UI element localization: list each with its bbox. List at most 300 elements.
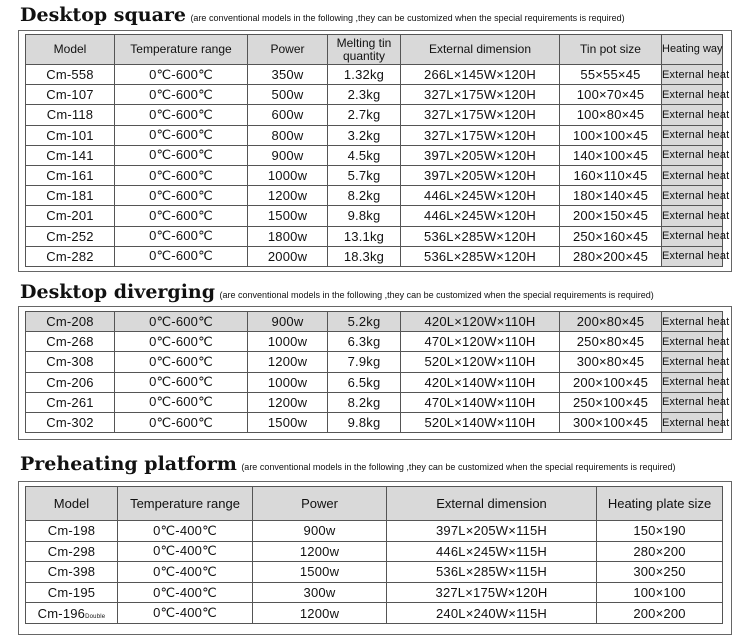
cell-value: Cm-141 [46,147,94,163]
cell-value: 250×100×45 [572,394,649,410]
table-cell [26,412,115,432]
table-cell [401,165,560,185]
header-power: Power [253,487,387,521]
table-cell [115,312,248,332]
table-cell [560,85,662,105]
table-cell [248,125,328,145]
header-temperature-range: Temperature range [118,487,253,521]
table-cell [26,352,115,372]
table-cell [253,582,387,603]
table-cell [248,206,328,226]
cell-value: 0℃-400℃ [153,543,217,559]
header-external-dimension: External dimension [387,487,597,521]
cell-value: 420L×140W×110H [424,374,536,390]
table-cell [26,521,118,542]
table-cell [328,105,401,125]
table-cell [387,603,597,624]
table-cell [253,521,387,542]
cell-value: 300×250 [633,564,686,580]
table-cell [115,392,248,412]
table-row [26,145,723,165]
table-cell [328,392,401,412]
cell-value: 1200w [299,543,340,559]
table-cell [248,372,328,392]
table-cell [560,392,662,412]
cell-value: 1000w [267,374,308,390]
table-cell [401,412,560,432]
table-row [26,521,723,542]
table-cell [328,372,401,392]
table-cell [26,332,115,352]
cell-value: Cm-118 [46,107,94,123]
table-cell [401,145,560,165]
cell-value: 1500w [299,564,340,580]
cell-value: 8.2kg [347,394,381,410]
cell-value: 300w [303,585,336,601]
section-heading: Desktop square [20,4,186,26]
section-title-desktop-square [20,4,625,26]
cell-value: Cm-181 [46,188,94,204]
table-cell [26,105,115,125]
cell-value: Cm-398 [47,564,96,580]
table-cell [597,562,723,583]
table-cell [248,145,328,165]
desktop-diverging-table [25,311,730,433]
table-cell [248,412,328,432]
cell-value: 280×200 [633,543,686,559]
table-cell [597,521,723,542]
table-cell [662,105,730,125]
section-title-desktop-diverging [20,281,654,303]
cell-value: 2000w [267,248,308,264]
cell-value: 5.7kg [347,168,381,184]
cell-value: Cm-161 [46,168,94,184]
cell-value: 6.5kg [347,374,381,390]
cell-value: 280×200×45 [572,248,649,264]
cell-value: 520L×140W×110H [424,415,536,431]
cell-value: 2.3kg [347,87,381,103]
table-cell [328,165,401,185]
table-cell [560,206,662,226]
table-cell [401,206,560,226]
cell-value: Cm-558 [46,67,94,83]
cell-value: Cm-196 [37,605,86,621]
table-cell [560,125,662,145]
table-cell [115,125,248,145]
table-cell [248,186,328,206]
header-model: Model [26,487,118,521]
table-header-row [26,35,723,65]
table-cell [328,412,401,432]
table-cell [387,521,597,542]
table-cell [248,246,328,266]
table-cell [26,186,115,206]
table-cell [26,392,115,412]
table-cell [662,332,730,352]
table-cell [662,226,730,246]
table-cell [328,65,401,85]
cell-value: 900w [271,314,304,330]
table-row [26,541,723,562]
table-cell [328,145,401,165]
table-cell [597,541,723,562]
header-external-dimension: External dimension [401,35,560,65]
cell-value: External heat [662,416,730,429]
cell-value: 900w [271,147,304,163]
cell-value: 300×80×45 [576,354,645,370]
cell-value: Cm-308 [46,354,94,370]
cell-value: 1000w [267,334,308,350]
cell-value: 266L×145W×120H [424,67,536,83]
cell-value: 0℃-600℃ [149,228,213,244]
section-title-preheating-platform [20,453,676,475]
table-header-row [26,487,723,521]
table-cell [248,332,328,352]
cell-value: 150×190 [633,523,686,539]
table-cell [560,65,662,85]
table-cell [401,125,560,145]
cell-value: 100×70×45 [576,87,645,103]
cell-value: 350w [271,67,304,83]
table-cell [401,226,560,246]
cell-value: External heat [662,129,730,142]
cell-value: 100×100 [633,585,686,601]
cell-value: External heat [662,68,730,81]
cell-value: 200×100×45 [572,374,649,390]
table-cell [560,312,662,332]
table-cell [401,105,560,125]
table-cell [26,65,115,85]
cell-value: Cm-101 [46,127,94,143]
cell-value: Cm-261 [46,394,94,410]
cell-value: 140×100×45 [572,147,649,163]
header-power: Power [248,35,328,65]
table-cell [115,332,248,352]
table-cell [328,226,401,246]
table-cell [387,562,597,583]
table-cell [26,226,115,246]
table-cell [662,145,730,165]
header-melting-tin-quantity: Melting tin quantity [328,35,401,65]
cell-value: 0℃-400℃ [153,563,217,579]
cell-value: 0℃-600℃ [149,147,213,163]
cell-value: Cm-208 [46,314,94,330]
table-cell [118,582,253,603]
table-cell [115,226,248,246]
section-note: (are conventional models in the following ,they can be customized when the special requirements is required) [219,290,654,300]
table-cell [248,226,328,246]
table-cell [387,582,597,603]
table-cell [401,392,560,412]
cell-value: 900w [303,523,336,539]
cell-value: 4.5kg [347,147,381,163]
table-cell [115,145,248,165]
cell-value: 0℃-600℃ [149,414,213,430]
cell-value: 446L×245W×120H [424,208,536,224]
table-cell [560,352,662,372]
cell-value: 446L×245W×120H [424,188,536,204]
table-row [26,226,723,246]
table-cell [26,372,115,392]
header-model: Model [26,35,115,65]
table-cell [248,352,328,372]
cell-value: 300×100×45 [572,415,649,431]
cell-value: 250×160×45 [572,228,649,244]
cell-value: External heat [662,169,730,182]
cell-value: External heat [662,335,730,348]
table-cell [662,65,730,85]
cell-value: 327L×175W×120H [424,87,536,103]
cell-value: 0℃-600℃ [149,127,213,143]
cell-value: Cm-195 [47,585,96,601]
table-cell [401,372,560,392]
table-cell [401,312,560,332]
cell-value: External heat [662,315,730,328]
table-row [26,372,723,392]
cell-value: 1500w [267,208,308,224]
table-cell [662,206,730,226]
cell-value: 200×150×45 [572,208,649,224]
table-cell [401,332,560,352]
table-cell [560,186,662,206]
table-row [26,246,723,266]
table-cell [26,145,115,165]
cell-value: 1.32kg [343,67,385,83]
cell-value: 0℃-600℃ [149,248,213,264]
cell-value: 0℃-600℃ [149,394,213,410]
cell-value: Cm-282 [46,248,94,264]
cell-value: 327L×175W×120H [424,127,536,143]
cell-value: 7.9kg [347,354,381,370]
table-cell [662,125,730,145]
table-cell [253,603,387,624]
cell-value: 327L×175W×120H [435,585,548,601]
cell-value: 9.8kg [347,208,381,224]
table-cell [115,246,248,266]
cell-value: 240L×240W×115H [436,605,547,621]
cell-value: 0℃-600℃ [149,353,213,369]
table-cell [662,352,730,372]
cell-value: 397L×205W×115H [436,523,547,539]
cell-value: External heat [662,355,730,368]
table-cell [115,105,248,125]
table-cell [662,412,730,432]
cell-value: 1200w [267,354,308,370]
cell-value: 536L×285W×120H [424,228,536,244]
cell-value: 55×55×45 [580,67,641,83]
table-cell [662,312,730,332]
section-heading: Preheating platform [20,453,237,475]
table-cell [248,392,328,412]
cell-value: External heat [662,230,730,243]
table-cell [401,186,560,206]
cell-value: 3.2kg [347,127,381,143]
cell-value: 18.3kg [343,248,385,264]
cell-value: 600w [271,107,304,123]
table-row [26,603,723,624]
table-cell [26,541,118,562]
cell-value: Cm-268 [46,334,94,350]
table-cell [328,312,401,332]
table-row [26,332,723,352]
cell-value: 1000w [267,168,308,184]
cell-value: External heat [662,376,730,389]
table-cell [115,372,248,392]
table-cell [253,541,387,562]
cell-value: 250×80×45 [576,334,645,350]
table-cell [328,85,401,105]
table-cell [248,85,328,105]
cell-value: 0℃-600℃ [149,66,213,82]
cell-value: 0℃-600℃ [149,207,213,223]
section-heading: Desktop diverging [20,281,216,303]
cell-value: 1800w [267,228,308,244]
model-suffix: Double [85,613,106,620]
cell-value: Cm-107 [46,87,94,103]
cell-value: 1500w [267,415,308,431]
table-cell [560,372,662,392]
desktop-square-table [25,34,730,267]
table-cell [115,412,248,432]
table-row [26,186,723,206]
table-cell [26,85,115,105]
cell-value: 397L×205W×120H [424,168,536,184]
table-cell [560,145,662,165]
table-cell [560,165,662,185]
table-row [26,125,723,145]
table-row [26,352,723,372]
table-cell [118,603,253,624]
table-cell [115,165,248,185]
cell-value: 500w [271,87,304,103]
cell-value: 100×80×45 [576,107,645,123]
cell-value: External heat [662,396,730,409]
cell-value: 1200w [299,605,340,621]
table-cell [26,206,115,226]
cell-value: Cm-198 [47,523,96,539]
table-cell [560,105,662,125]
table-cell [401,85,560,105]
table-cell [401,352,560,372]
cell-value: 0℃-400℃ [153,605,217,621]
cell-value: 536L×285W×115H [436,564,547,580]
table-cell [26,582,118,603]
table-row [26,105,723,125]
table-row [26,392,723,412]
cell-value: 0℃-600℃ [149,187,213,203]
cell-value: 536L×285W×120H [424,248,536,264]
table-cell [115,186,248,206]
table-cell [662,392,730,412]
table-cell [560,412,662,432]
table-cell [401,65,560,85]
table-cell [328,186,401,206]
cell-value: 5.2kg [347,314,381,330]
table-cell [118,562,253,583]
table-cell [118,521,253,542]
header-heating-plate-size: Heating plate size [597,487,723,521]
table-cell [597,603,723,624]
cell-value: 100×100×45 [572,127,649,143]
cell-value: 2.7kg [347,107,381,123]
cell-value: 160×110×45 [573,168,648,184]
table-cell [328,332,401,352]
cell-value: 8.2kg [347,188,381,204]
table-cell [662,186,730,206]
section-note: (are conventional models in the following ,they can be customized when the special requirements is required) [241,462,676,472]
table-cell [560,246,662,266]
cell-value: 446L×245W×115H [436,543,547,559]
table-cell [115,65,248,85]
table-cell [597,582,723,603]
table-cell [26,246,115,266]
cell-value: 470L×140W×110H [424,394,536,410]
table-cell [560,226,662,246]
cell-value: 0℃-600℃ [149,313,213,329]
table-row [26,65,723,85]
table-row [26,165,723,185]
cell-value: 327L×175W×120H [424,107,536,123]
table-cell [328,125,401,145]
table-row [26,562,723,583]
table-cell [662,372,730,392]
preheating-platform-table [25,486,723,624]
table-row [26,312,723,332]
cell-value: 0℃-600℃ [149,106,213,122]
cell-value: Cm-206 [46,374,94,390]
cell-value: 180×140×45 [572,188,649,204]
cell-value: 470L×120W×110H [424,334,536,350]
cell-value: 520L×120W×110H [424,354,536,370]
cell-value: External heat [662,108,730,121]
cell-value: Cm-201 [46,208,94,224]
table-cell [401,246,560,266]
cell-value: 6.3kg [347,334,381,350]
table-cell [253,562,387,583]
header-temperature-range: Temperature range [115,35,248,65]
table-cell [328,206,401,226]
cell-value: 397L×205W×120H [424,147,536,163]
table-cell [248,312,328,332]
cell-value: External heat [662,209,730,222]
table-cell [328,246,401,266]
cell-value: 420L×120W×110H [424,314,536,330]
header-heating-way: Heating way [662,35,723,65]
cell-value: 0℃-600℃ [149,86,213,102]
cell-value: 800w [271,127,304,143]
cell-value: External heat [662,88,730,101]
cell-value: External heat [662,189,730,202]
cell-value: 200×200 [633,605,686,621]
table-cell [248,105,328,125]
table-cell [118,541,253,562]
table-cell [328,352,401,372]
table-cell [560,332,662,352]
header-tin-pot-size: Tin pot size [560,35,662,65]
table-cell [26,312,115,332]
cell-value: 0℃-600℃ [149,333,213,349]
table-cell [248,165,328,185]
table-cell [26,603,118,624]
cell-value: External heat [662,250,730,263]
table-cell [115,206,248,226]
table-cell [248,65,328,85]
table-cell [26,562,118,583]
cell-value: Cm-252 [46,228,94,244]
cell-value: 0℃-600℃ [149,374,213,390]
cell-value: 0℃-400℃ [153,522,217,538]
table-cell [662,246,730,266]
